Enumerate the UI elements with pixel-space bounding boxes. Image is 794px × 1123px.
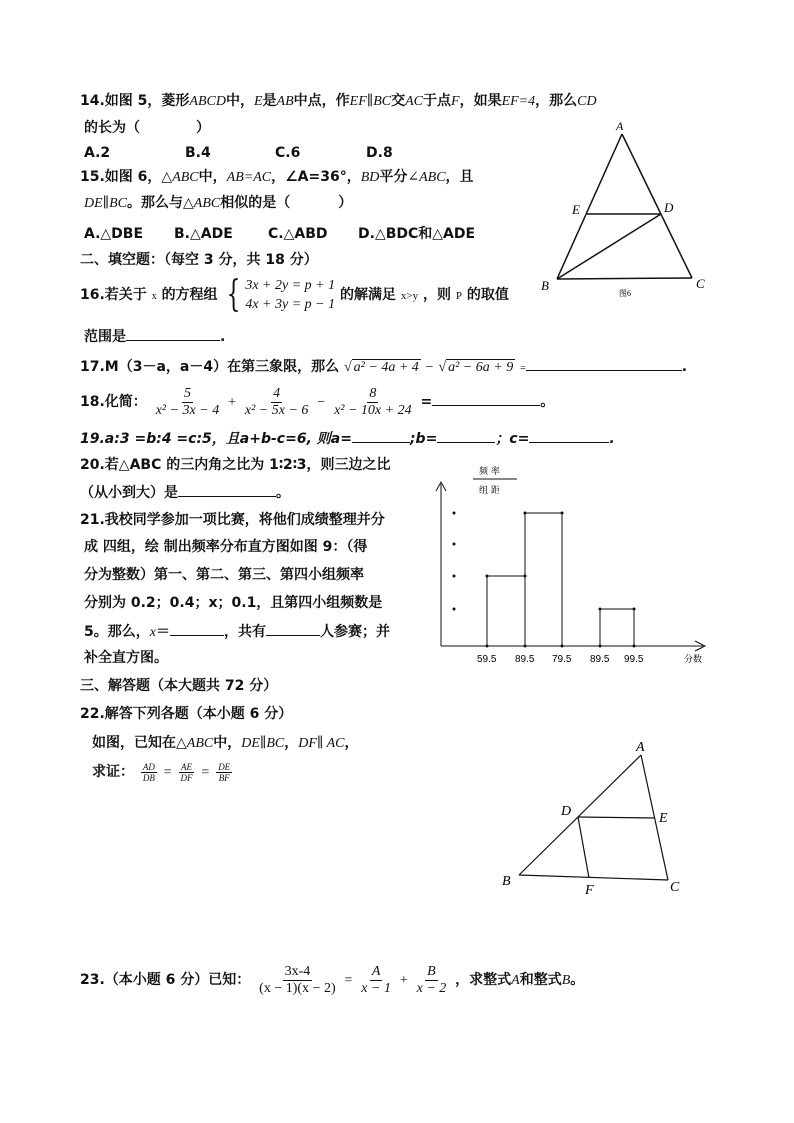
q23-fraction-left: $\frac{3x-4}{(x - 1)(x - 2)}$ bbox=[259, 963, 336, 996]
fig6-label-b: B bbox=[541, 278, 549, 293]
histogram-bar-1 bbox=[487, 576, 525, 646]
q22-ratio-de-bf: $\frac{DE}{BF}$ bbox=[218, 761, 231, 783]
fig22-segment-df bbox=[578, 817, 589, 878]
histogram-bar-4 bbox=[600, 609, 634, 646]
fig6-side-ac bbox=[622, 134, 692, 278]
q22-ratio-ae-df: $\frac{AE}{DF}$ bbox=[180, 761, 193, 783]
fig6-label-c: C bbox=[696, 276, 705, 291]
q22-ratio-ad-db: $\frac{AD}{DB}$ bbox=[142, 761, 155, 783]
q23-line: 23.（本小题 6 分）已知： $\frac{3x-4}{(x - 1)(x - 2)}$ = $\frac{A}{x - 1}$ + $\frac{B}{x - 2}$ ，求整式A和整式B。 bbox=[80, 963, 585, 996]
fig6-label-e: E bbox=[572, 202, 580, 217]
fig22-label-a: A bbox=[636, 740, 645, 755]
q17-line: 17.M（3－a，a－4）在第三象限，那么 √ a² − 4a + 4 − √ a² − 6a + 9 = . bbox=[80, 356, 687, 379]
q23-fraction-b: $\frac{B}{x - 2}$ bbox=[416, 963, 447, 996]
q21-line3: 分为整数）第一、第二、第三、第四小组频率 bbox=[84, 567, 364, 583]
histogram-tick-5: 99.5 bbox=[624, 654, 644, 665]
fig6-side-bc bbox=[557, 278, 692, 279]
q19-blank-b[interactable] bbox=[437, 428, 495, 443]
section-3-heading: 三、解答题（本大题共 72 分） bbox=[80, 678, 278, 694]
fig22-label-e: E bbox=[659, 811, 668, 826]
q14-line1: 14.如图 5，菱形ABCD中，E是AB中点，作EF∥BC交AC于点F，如果EF=4，那么CD bbox=[80, 93, 597, 109]
equation-system: { 3x + 2y = p + 1 4x + 3y = p − 1 bbox=[227, 274, 336, 315]
section-2-heading: 二、填空题：（每空 3 分，共 18 分） bbox=[80, 252, 318, 268]
q18-answer-blank[interactable] bbox=[432, 391, 540, 406]
q15-line1: 15.如图 6，△ABC中，AB=AC，∠A=36°，BD平分∠ABC，且 bbox=[80, 169, 474, 185]
fig6-caption: 图6 bbox=[619, 289, 631, 298]
histogram-tick-3: 79.5 bbox=[552, 654, 572, 665]
histogram-ylabel-top: 频 率 bbox=[479, 467, 500, 477]
q16-answer-blank[interactable] bbox=[126, 326, 220, 341]
q20-line2: （从小到大）是 。 bbox=[80, 482, 290, 503]
fig6-label-a: A bbox=[616, 119, 624, 133]
histogram-tick-4: 89.5 bbox=[590, 654, 610, 665]
q21-line1: 21.我校同学参加一项比赛，将他们成绩整理并分 bbox=[80, 512, 385, 528]
fig22-label-f: F bbox=[585, 883, 594, 898]
q14-option-a: A.2 bbox=[84, 145, 111, 161]
fig22-label-d: D bbox=[561, 804, 572, 819]
histogram-ylabel-bottom: 组 距 bbox=[479, 486, 500, 496]
fig22-segment-de bbox=[578, 817, 655, 818]
q19-blank-a[interactable] bbox=[352, 428, 410, 443]
q20-answer-blank[interactable] bbox=[178, 482, 276, 497]
q22-prove: 求证： $\frac{AD}{DB}$ = $\frac{AE}{DF}$ = $\frac{DE}{BF}$ bbox=[92, 761, 231, 783]
figure-22-triangle bbox=[496, 735, 696, 900]
q16-line1: 16.若关于 x 的方程组 { 3x + 2y = p + 1 4x + 3y = p − 1 的解满足 x>y ，则 P 的取值 bbox=[80, 274, 509, 315]
figure-6-triangle bbox=[540, 118, 715, 300]
histogram-tick-2: 89.5 bbox=[515, 654, 535, 665]
q20-line1: 20.若△ABC 的三内角之比为 1∶2∶3，则三边之比 bbox=[80, 457, 391, 473]
q18-line: 18.化简： $\frac{5}{\text{x² − 3x − 4}}$ + $\frac{4}{\text{x² − 5x − 6}}$ − $\frac{8}{\text{x² − 10x + 24}}$ = 。 bbox=[80, 385, 555, 418]
q23-fraction-a: $\frac{A}{x - 1}$ bbox=[361, 963, 391, 996]
q21-blank-count[interactable] bbox=[266, 621, 320, 636]
q21-blank-x[interactable] bbox=[170, 621, 224, 636]
histogram-xlabel: 分数 bbox=[684, 655, 703, 665]
fig6-label-d: D bbox=[664, 200, 674, 215]
histogram-bar-2 bbox=[525, 513, 562, 646]
fig22-side-bc bbox=[519, 875, 668, 880]
q21-line4: 分别为 0.2；0.4；x；0.1，且第四小组频数是 bbox=[84, 595, 383, 611]
q18-fraction-2: $\frac{4}{\text{x² − 5x − 6}}$ bbox=[244, 385, 309, 418]
q15-option-a: A.△DBE bbox=[84, 226, 144, 242]
fig22-label-b: B bbox=[502, 874, 511, 889]
q21-line2: 成 四组，绘 制出频率分布直方图如图 9：（得 bbox=[84, 539, 368, 555]
fig22-side-ab bbox=[519, 755, 641, 875]
q14-option-c: C.6 bbox=[275, 145, 301, 161]
q22-title: 22.解答下列各题（本小题 6 分） bbox=[80, 706, 293, 722]
q14-option-b: B.4 bbox=[185, 145, 211, 161]
q18-fraction-1: $\frac{5}{\text{x² − 3x − 4}}$ bbox=[155, 385, 220, 418]
histogram-tick-1: 59.5 bbox=[477, 654, 497, 665]
q15-line2: DE∥BC。那么与△ABC相似的是（ ） bbox=[84, 195, 353, 211]
q19-line: 19.a:3 =b:4 =c:5，且a+b-c=6, 则a= ;b= ；c= . bbox=[80, 428, 615, 449]
q15-option-c: C.△ABD bbox=[268, 226, 328, 242]
q16-line2: 范围是 . bbox=[84, 326, 225, 347]
q15-option-b: B.△ADE bbox=[174, 226, 233, 242]
fig22-label-c: C bbox=[670, 880, 680, 895]
q21-line5: 5。那么，x＝ ，共有 人参赛；并 bbox=[84, 621, 390, 643]
q22-line1: 如图，已知在△ABC中，DE∥BC，DF∥ AC， bbox=[92, 735, 359, 751]
fig6-segment-bd bbox=[557, 214, 661, 279]
fig6-side-ab bbox=[557, 134, 622, 279]
q17-answer-blank[interactable] bbox=[526, 356, 682, 371]
q19-blank-c[interactable] bbox=[529, 428, 609, 443]
q18-fraction-3: $\frac{8}{\text{x² − 10x + 24}}$ bbox=[334, 385, 412, 418]
q15-option-d: D.△BDC和△ADE bbox=[358, 226, 476, 242]
q21-line6: 补全直方图。 bbox=[84, 650, 168, 666]
q14-option-d: D.8 bbox=[366, 145, 393, 161]
histogram-figure-9 bbox=[425, 462, 715, 670]
q14-line2: 的长为（ ） bbox=[84, 120, 210, 136]
